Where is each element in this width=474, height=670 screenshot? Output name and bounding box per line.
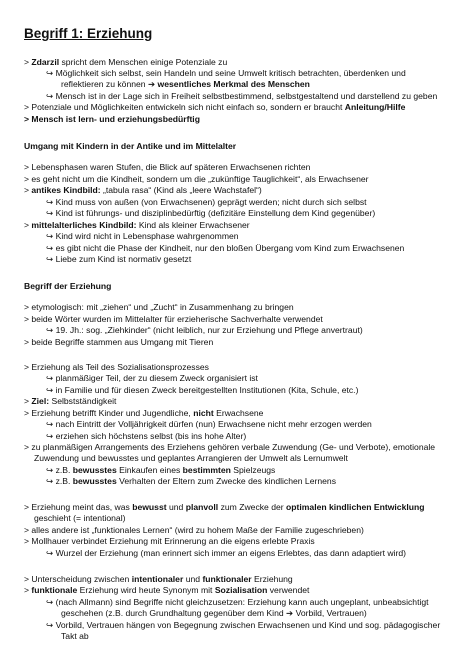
text: spricht dem Menschen einige Potenziale zu [59, 57, 228, 67]
text: Takt ab [61, 631, 89, 641]
bold-text: optimalen kindlichen Entwicklung [286, 502, 425, 512]
text-line [24, 574, 293, 585]
bold-text: funktionaler [202, 574, 252, 584]
bold-text: Ziel: [31, 396, 50, 406]
text: > [24, 57, 32, 67]
text: und [166, 502, 186, 512]
text-line [24, 220, 250, 231]
text: Erwachsene [213, 408, 264, 418]
text-line [46, 325, 363, 336]
bold-text: Begriff der Erziehung [24, 281, 112, 291]
text: Erziehung [251, 574, 293, 584]
bold-text: mittelalterliches Kindbild: [31, 220, 137, 230]
text: ↪ erziehen sich höchstens selbst (bis ins hohe Alter) [46, 431, 247, 441]
text: > Potenziale und Möglichkeiten entwickeln sich nicht einfach so, sondern er braucht [24, 102, 345, 112]
text: ↪ (nach Allmann) sind Begriffe nicht gleichzusetzen: Erziehung kann auch ungeplant, unbeabsichtigt [46, 597, 429, 607]
text: Spielzeugs [230, 465, 276, 475]
text: ↪ z.B. [46, 465, 73, 475]
text: „tabula rasa“ (Kind als „leere Wachstafel“) [100, 185, 262, 195]
text-line [24, 185, 262, 196]
text-line [61, 608, 367, 619]
text: > [24, 396, 32, 406]
text: Erziehung wird heute Synonym mit [77, 585, 215, 595]
page-title: Begriff 1: Erziehung [24, 26, 153, 41]
text: > Unterscheidung zwischen [24, 574, 132, 584]
bold-text: bewusst [132, 502, 167, 512]
text: und [183, 574, 203, 584]
text: ↪ in Familie und für diesen Zweck bereitgestellten Institutionen (Kita, Schule, etc.) [46, 385, 359, 395]
text-line [46, 68, 406, 79]
text-line [61, 79, 310, 90]
text: ↪ Vorbild, Vertrauen hängen von Begegnung zwischen Erwachsenen und Kind und sog. pädagogischer [46, 620, 441, 630]
text: verwendet [267, 585, 310, 595]
text: > Erziehung meint das, was [24, 502, 133, 512]
text: > etymologisch: mit „ziehen“ und „Zucht“ in Zusammenhang zu bringen [24, 302, 294, 312]
text-line [24, 502, 425, 513]
text-line [46, 243, 404, 254]
text-line [46, 231, 239, 242]
text: ↪ Liebe zum Kind ist normativ gesetzt [46, 254, 192, 264]
text-line [34, 513, 126, 524]
text-line [24, 396, 116, 407]
bold-text: bewusstes [72, 465, 117, 475]
text-line [46, 431, 246, 442]
text: > es geht nicht um die Kindheit, sondern um die „zukünftige Tauglichkeit“, als Erwachsener [24, 174, 369, 184]
bold-text: Sozialisation [214, 585, 268, 595]
text-line [46, 385, 358, 396]
text: zum Zwecke der [218, 502, 287, 512]
bold-text: planvoll [185, 502, 219, 512]
text-line [24, 162, 310, 173]
text-line [24, 141, 236, 152]
text: Verhalten der Eltern zum Zwecke des kindlichen Lernens [116, 476, 336, 486]
bold-text: Zdarzil [31, 57, 60, 67]
text-line [46, 91, 437, 102]
bold-text: funktionale [31, 585, 78, 595]
text-line [46, 620, 440, 631]
text: reflektieren zu können ➔ [61, 79, 158, 89]
text-line [24, 57, 227, 68]
text-line [24, 536, 315, 547]
bold-text: antikes Kindbild: [31, 185, 101, 195]
text: geschieht (= intentional) [34, 513, 126, 523]
bold-text: nicht [193, 408, 214, 418]
text-line [46, 476, 336, 487]
text: > Lebensphasen waren Stufen, die Blick auf späteren Erwachsenen richten [24, 162, 311, 172]
text: Kind als kleiner Erwachsener [136, 220, 250, 230]
bold-text: wesentliches Merkmal des Menschen [157, 79, 310, 89]
text-line [24, 362, 209, 373]
text: > Mollhauer verbindet Erziehung mit Erinnerung an die eigens erlebte Praxis [24, 536, 315, 546]
text: > beide Wörter wurden im Mittelalter für erzieherische Sachverhalte verwendet [24, 314, 323, 324]
text-line [24, 525, 364, 536]
text-line [24, 314, 323, 325]
text: > beide Begriffe stammen aus Umgang mit Tieren [24, 337, 214, 347]
text: ↪ z.B. [46, 476, 73, 486]
text-line [24, 442, 435, 453]
bold-text: Umgang mit Kindern in der Antike und im Mittelalter [24, 141, 237, 151]
text-line [24, 585, 309, 596]
text-line [46, 254, 191, 265]
text: ↪ Kind muss von außen (von Erwachsenen) geprägt werden; nicht durch sich selbst [46, 197, 367, 207]
text: ↪ es gibt nicht die Phase der Kindheit, nur den bloßen Übergang vom Kind zum Erwachsenen [46, 243, 405, 253]
text: > [24, 185, 32, 195]
text: ↪ Mensch ist in der Lage sich in Freiheit selbstbestimmend, selbstgestaltend und darstellend zu geben [46, 91, 438, 101]
text: > zu planmäßigen Arrangements des Erziehens gehören verbale Zuwendung (Ge- und Verbote), emotionale [24, 442, 436, 452]
text-line [24, 281, 111, 292]
text-line [46, 597, 429, 608]
bold-text: > Mensch ist lern- und erziehungsbedürftig [24, 114, 200, 124]
text: > Erziehung betrifft Kinder und Jugendliche, [24, 408, 194, 418]
text: Zuwendung und bewusstes und geplantes Arrangieren der Umwelt als Lernumwelt [34, 453, 348, 463]
text: ↪ Kind ist führungs- und disziplinbedürftig (defizitäre Einstellung dem Kind gegenüber) [46, 208, 376, 218]
text: geschehen (z.B. durch Grundhaltung gegenüber dem Kind ➔ Vorbild, Vertrauen) [61, 608, 367, 618]
text: > alles andere ist „funktionales Lernen“ (wird zu hohem Maße der Familie zugeschrieben) [24, 525, 364, 535]
text: ↪ nach Eintritt der Volljährigkeit dürfen (nun) Erwachsene nicht mehr erzogen werden [46, 419, 372, 429]
text-line [24, 174, 369, 185]
text: ↪ Möglichkeit sich selbst, sein Handeln und seine Umwelt kritisch betrachten, überdenken und [46, 68, 406, 78]
text-line [46, 548, 406, 559]
text: ↪ Wurzel der Erziehung (man erinnert sich immer an eigens Erlebtes, das dann adaptiert wird) [46, 548, 407, 558]
text: Einkaufen eines [116, 465, 183, 475]
bold-text: Anleitung/Hilfe [344, 102, 406, 112]
bold-text: intentionaler [131, 574, 184, 584]
text-line [24, 337, 213, 348]
text: ↪ Kind wird nicht in Lebensphase wahrgenommen [46, 231, 239, 241]
text: > [24, 220, 32, 230]
bold-text: bewusstes [72, 476, 117, 486]
text-line [24, 102, 405, 113]
bold-text: bestimmten [182, 465, 231, 475]
text-line [46, 197, 367, 208]
text: ↪ planmäßiger Teil, der zu diesem Zweck organisiert ist [46, 373, 258, 383]
text: > [24, 585, 32, 595]
text-line [24, 114, 200, 125]
text-line [46, 208, 375, 219]
text: > Erziehung als Teil des Sozialisationsprozesses [24, 362, 209, 372]
text-line [61, 631, 89, 642]
text: Selbstständigkeit [49, 396, 117, 406]
text-line [24, 302, 294, 313]
text-line [46, 465, 275, 476]
text: ↪ 19. Jh.: sog. „Ziehkinder“ (nicht leiblich, nur zur Erziehung und Pflege anvertraut) [46, 325, 363, 335]
text-line [24, 408, 263, 419]
text-line [46, 373, 258, 384]
text-line [46, 419, 372, 430]
text-line [34, 453, 348, 464]
